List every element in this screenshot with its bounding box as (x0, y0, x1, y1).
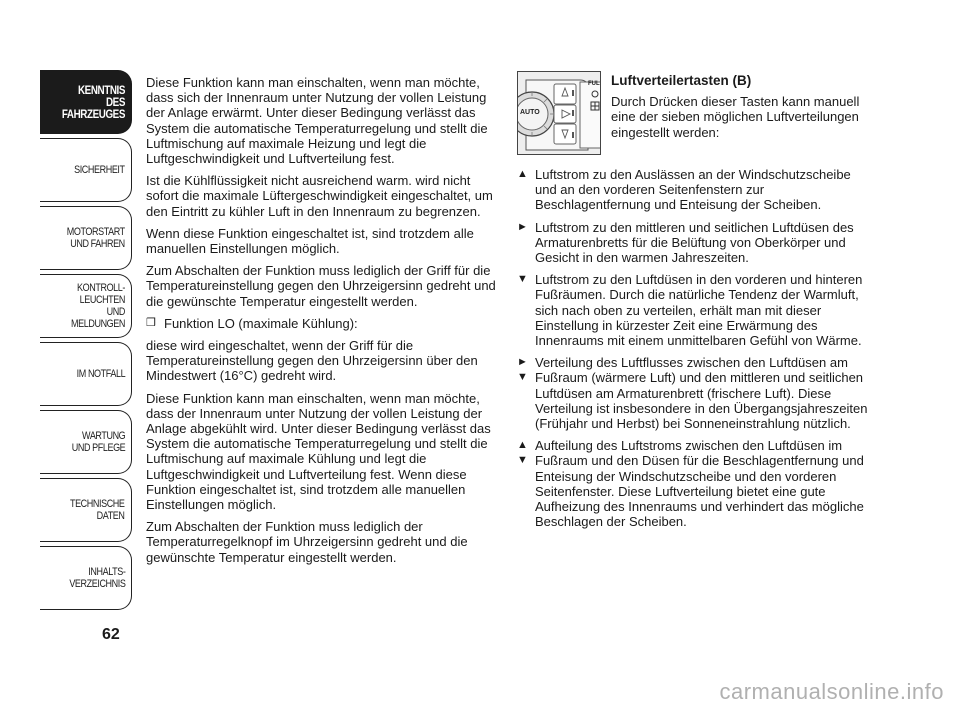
ful-label: FUL (588, 81, 600, 87)
down-arrow-icon: ▼ (517, 371, 528, 384)
distribution-text: Luftstrom zu den Auslässen an der Windschutzscheibe und an den vorderen Seitenfenstern zur Beschlagentfernung und Enteisung der Scheiben. (535, 167, 851, 213)
up-arrow-icon: ▲ (517, 168, 528, 180)
paragraph: Wenn diese Funktion eingeschaltet ist, sind trotzdem alle manuellen Einstellungen möglich. (146, 225, 474, 257)
tab-label: WARTUNG UND PFLEGE (71, 430, 125, 454)
chapter-tabs (40, 70, 132, 614)
tab-inhaltsverzeichnis[interactable] (40, 546, 132, 610)
up-arrow-icon: ▲ (517, 439, 528, 452)
distribution-item (517, 438, 869, 529)
tab-sicherheit[interactable] (40, 138, 132, 202)
tab-label: TECHNISCHE DATEN (70, 498, 125, 522)
distribution-item (517, 355, 869, 431)
distribution-item (517, 272, 869, 348)
watermark: carmanualsonline.info (719, 679, 944, 704)
tab-technische-daten[interactable] (40, 478, 132, 542)
bullet-text: Funktion LO (maximale Kühlung): (164, 315, 358, 331)
tab-label: KONTROLL- LEUCHTEN UND MELDUNGEN (71, 282, 125, 330)
tab-label: MOTORSTART UND FAHREN (66, 226, 125, 250)
left-text-column (146, 75, 498, 572)
tab-label: IM NOTFALL (76, 368, 125, 380)
paragraph: diese wird eingeschaltet, wenn der Griff für die Temperatureinstellung gegen den Uhrzeigersinn über den Mindestwert (16°C) gedreht wird. (146, 338, 478, 384)
tab-label: KENNTNIS DES FAHRZEUGES (61, 83, 125, 121)
tab-im-notfall[interactable] (40, 342, 132, 406)
bullet-item (146, 316, 498, 331)
down-arrow-icon: ▼ (517, 454, 528, 467)
section-heading: Luftverteilertasten (B) (611, 73, 752, 88)
paragraph: Zum Abschalten der Funktion muss lediglich der Griff für die Temperatureinstellung gegen den Uhrzeigersinn gedreht und die gewünschte Temperatur eingestellt werden. (146, 263, 496, 309)
tab-kontrollleuchten[interactable] (40, 274, 132, 338)
tab-kenntnis[interactable] (40, 70, 132, 134)
tab-wartung[interactable] (40, 410, 132, 474)
distribution-item (517, 220, 869, 266)
distribution-text: Aufteilung des Luftstroms zwischen den Luftdüsen im Fußraum und den Düsen für die Beschlagentfernung und Enteisung der Windschutzscheibe und den vorderen Seitenfenster. Diese Luftverteilung bietet eine gute Aufheizung des Innenraums und verhindert das mögliche Beschlagen der Scheiben. (535, 438, 864, 530)
distribution-item (517, 167, 869, 213)
down-arrow-icon: ▼ (517, 273, 528, 286)
climate-control-panel-image (517, 71, 601, 155)
tab-label: SICHERHEIT (74, 164, 125, 176)
paragraph: Diese Funktion kann man einschalten, wenn man möchte, dass sich der Innenraum unter Nutzung der vollen Leistung der Anlage erwärmt. Unter dieser Bedingung verlässt das System die automatische Temperaturregelung und stellt die Luftmischung auf maximale Heizung und legt die Luftgeschwindigkeit und Luftverteilung fest. (146, 75, 488, 167)
distribution-text: Luftstrom zu den mittleren und seitlichen Luftdüsen des Armaturenbretts für die Belüftung von Oberkörper und Gesicht in den warmen Jahreszeiten. (535, 219, 854, 266)
checkbox-bullet-icon: ❒ (146, 316, 156, 329)
page-number: 62 (102, 626, 120, 643)
distribution-text: Verteilung des Luftflusses zwischen den Luftdüsen am Fußraum (wärmere Luft) und den mittleren und seitlichen Luftdüsen am Armaturenbrett (frischere Luft). Diese Verteilung ist insbesondere in den Übergangsjahreszeiten (Frühjahr und Herbst) bei Sonneneinstrahlung nützlich. (535, 355, 868, 432)
tab-motorstart[interactable] (40, 206, 132, 270)
paragraph: Zum Abschalten der Funktion muss lediglich der Temperaturregelknopf im Uhrzeigersinn gedreht und die gewünschte Temperatur eingestellt werden. (146, 519, 468, 565)
paragraph: Ist die Kühlflüssigkeit nicht ausreichend warm. wird nicht sofort die maximale Lüftergeschwindigkeit eingeschaltet, um den Eintritt zu kühler Luft in den Innenraum zu begrenzen. (146, 173, 493, 219)
tab-label: INHALTS- VERZEICHNIS (68, 566, 125, 590)
intro-text: Durch Drücken dieser Tasten kann manuell eine der sieben möglichen Luftverteilungen eingestellt werden: (611, 94, 860, 140)
right-text-column (517, 167, 869, 536)
auto-button-label: AUTO (520, 109, 540, 116)
right-arrow-icon: ► (517, 356, 528, 369)
section-intro (611, 73, 871, 140)
distribution-text: Luftstrom zu den Luftdüsen in den vorderen und hinteren Fußräumen. Durch die natürliche Tendenz der Warmluft, sich nach oben zu verteilen, erhält man mit dieser Einstellung in kürzester Zeit eine Erwärmung des Innenraums mit einem unmittelbaren Gefühl von Wärme. (535, 272, 863, 349)
right-arrow-icon: ► (517, 220, 528, 233)
paragraph: Diese Funktion kann man einschalten, wenn man möchte, dass der Innenraum unter Nutzung der vollen Leistung der Anlage abgekühlt wird. Unter dieser Bedingung verlässt das System die automatische Temperaturregelung und stellt die Luftmischung auf maximale Kühlung und legt die Luftgeschwindigkeit und Luftverteilung fest. Wenn diese Funktion eingeschaltet ist, sind trotzdem alle manuellen Einstellungen möglich. (146, 390, 491, 513)
